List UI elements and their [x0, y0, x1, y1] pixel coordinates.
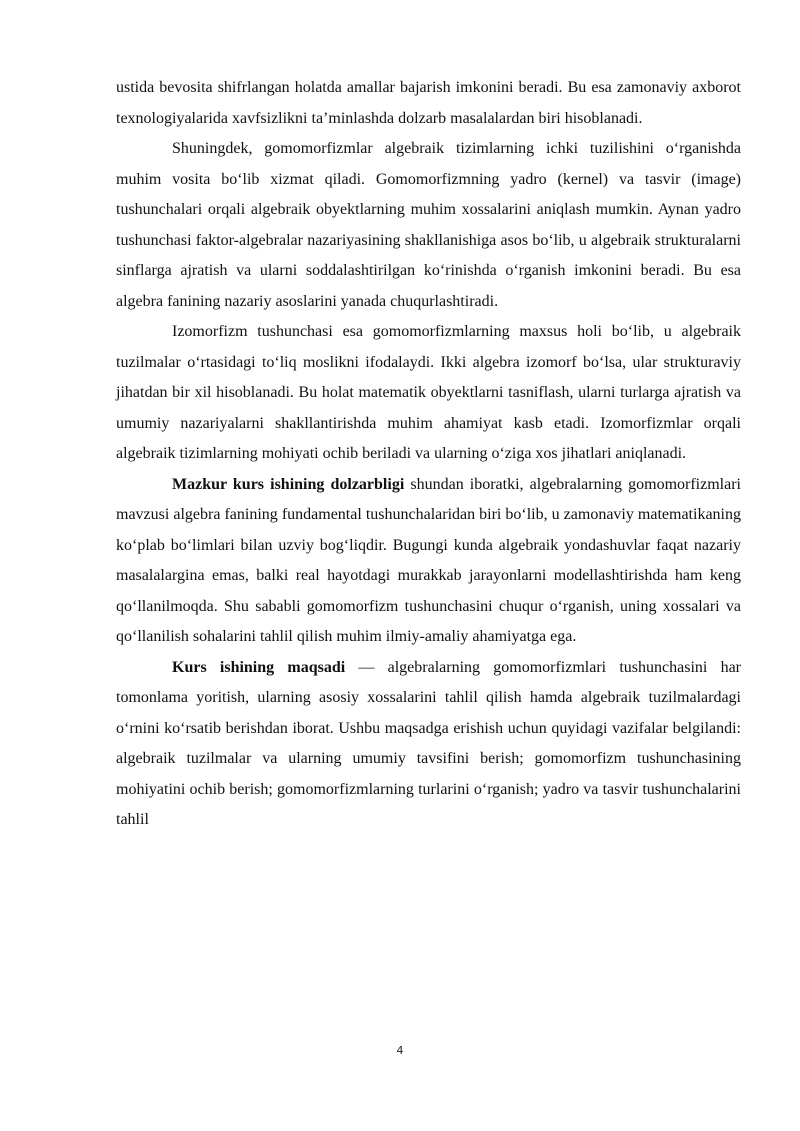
- paragraph-text: Shuningdek, gomomorfizmlar algebraik tizimlarning ichki tuzilishini o‘rganishda muhim vosita bo‘lib xizmat qiladi. Gomomorfizmning yadro (kernel) va tasvir (image) tushunchalari orqali algebraik obyektlarning muhim xossalarini aniqlash mumkin. Aynan yadro tushunchasi faktor-algebralar nazariyasining shakllanishiga asos bo‘lib, u algebraik strukturalarni sinflarga ajratish va ularni soddalashtirilgan ko‘rinishda o‘rganish imkonini beradi. Bu esa algebra fanining nazariy asoslarini yanada chuqurlashtiradi.: [116, 140, 741, 310]
- paragraph-text: ustida bevosita shifrlangan holatda amallar bajarish imkonini beradi. Bu esa zamonaviy axborot texnologiyalarida xavfsizlikni ta’minlashda dolzarb masalalardan biri hisoblanadi.: [116, 79, 741, 127]
- paragraph-izomorfizm: [116, 317, 741, 470]
- paragraph-gomomorfizm-tuzilish: [116, 134, 741, 317]
- paragraph-dolzarblik: [116, 470, 741, 653]
- paragraph-continuation: [116, 73, 741, 134]
- page-number: 4: [396, 1044, 404, 1057]
- paragraph-text: shundan iboratki, algebralarning gomomorfizmlari mavzusi algebra fanining fundamental tushunchalaridan biri bo‘lib, u zamonaviy matematikaning ko‘plab bo‘limlari bilan uzviy bog‘liqdir. Bugungi kunda algebraik yondashuvlar faqat nazariy masalalargina emas, balki real hayotdagi murakkab jarayonlarni modellashtirishda ham keng qo‘llanilmoqda. Shu sababli gomomorfizm tushunchasini chuqur o‘rganish, uning xossalari va qo‘llanilish sohalarini tahlil qilish muhim ilmiy-amaliy ahamiyatga ega.: [116, 475, 741, 645]
- paragraph-lead-bold: Mazkur kurs ishining dolzarbligi: [172, 475, 405, 493]
- paragraph-maqsad: [116, 653, 741, 836]
- paragraph-text: Izomorfizm tushunchasi esa gomomorfizmlarning maxsus holi bo‘lib, u algebraik tuzilmalar o‘rtasidagi to‘liq moslikni ifodalaydi. Ikki algebra izomorf bo‘lsa, ular strukturaviy jihatdan bir xil hisoblanadi. Bu holat matematik obyektlarni tasniflash, ularni turlarga ajratish va umumiy nazariyalarni shakllantirishda muhim ahamiyat kasb etadi. Izomorfizmlar orqali algebraik tizimlarning mohiyati ochib beriladi va ularning o‘ziga xos jihatlari aniqlanadi.: [116, 323, 741, 462]
- paragraph-text: — algebralarning gomomorfizmlari tushunchasini har tomonlama yoritish, ularning asosiy xossalarini tahlil qilish hamda algebraik tuzilmalardagi o‘rnini ko‘rsatib berishdan iborat. Ushbu maqsadga erishish uchun quyidagi vazifalar belgilandi: algebraik tuzilmalar va ularning umumiy tavsifini berish; gomomorfizm tushunchasining mohiyatini ochib berish; gomomorfizmlarning turlarini o‘rganish; yadro va tasvir tushunchalarini tahlil: [116, 658, 741, 828]
- paragraph-lead-bold: Kurs ishining maqsadi: [172, 658, 346, 676]
- document-body: [116, 73, 741, 836]
